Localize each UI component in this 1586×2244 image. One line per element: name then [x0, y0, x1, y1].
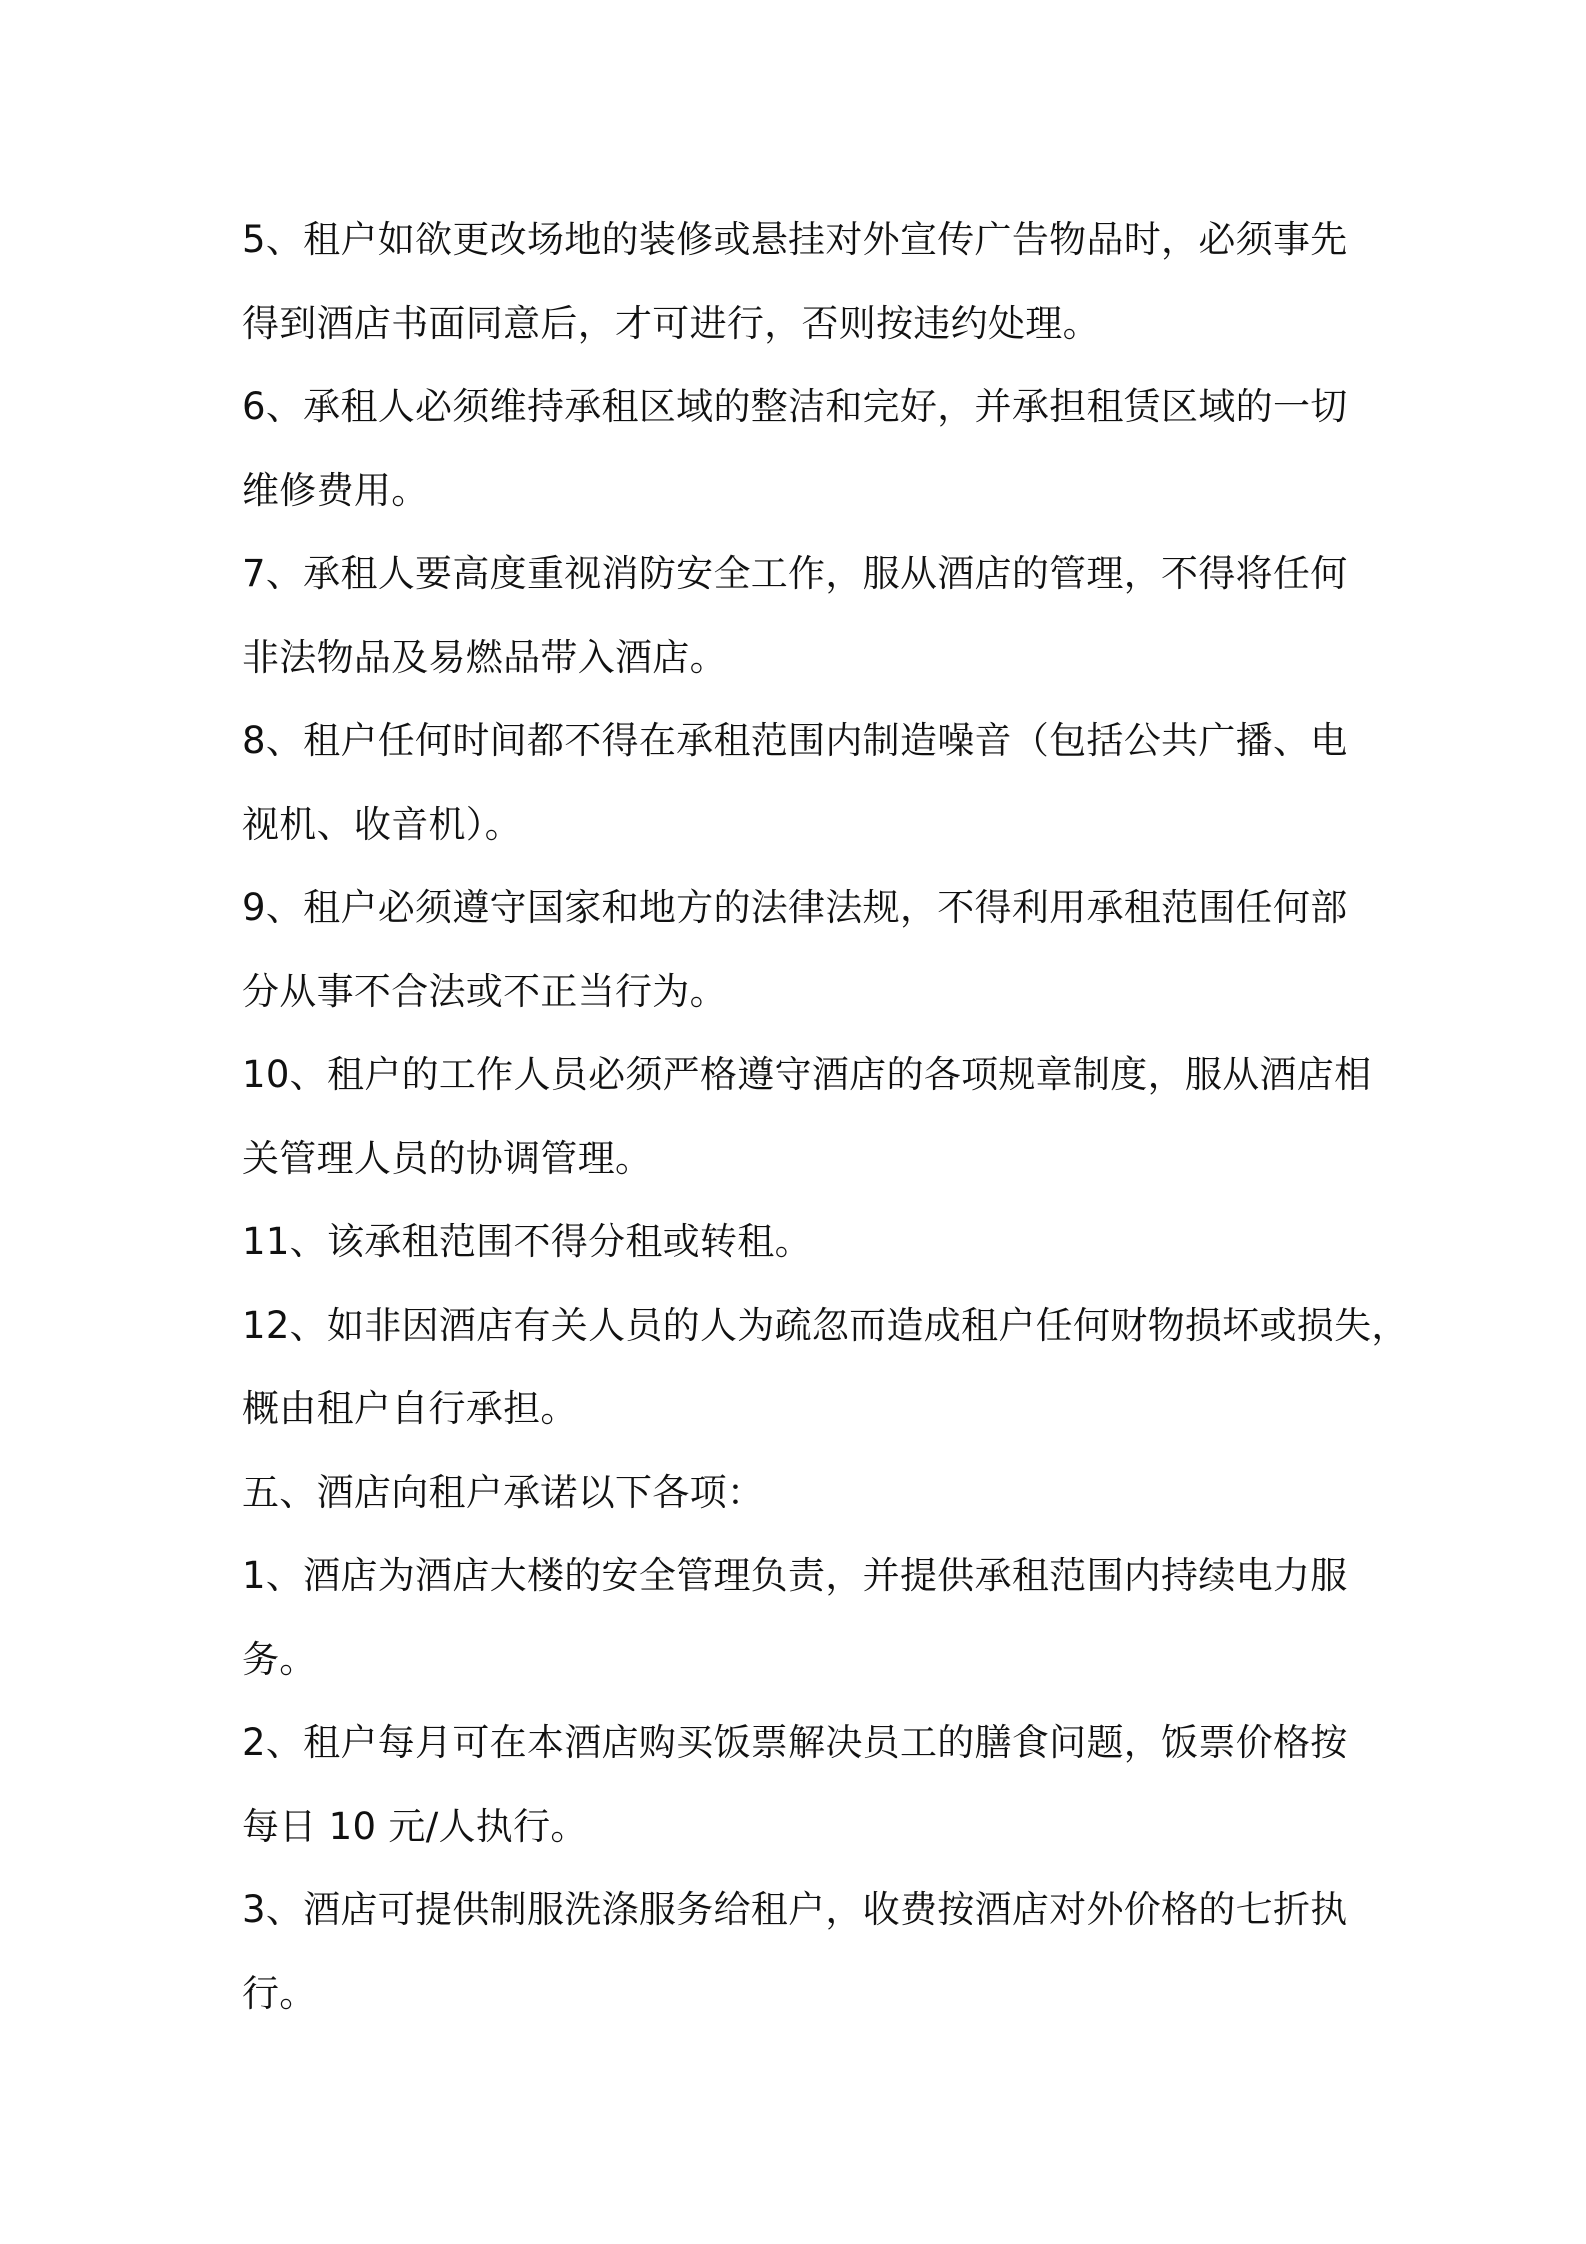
clause-12-line-2: 概由租户自行承担。: [242, 1387, 578, 1430]
clause-10-line-2: 关管理人员的协调管理。: [242, 1136, 653, 1180]
commitment-3-line-2: 行。: [242, 1971, 317, 2015]
clause-11-line-1: 11、该承租范围不得分租或转租。: [242, 1220, 812, 1263]
commitment-2-line-1: 2、租户每月可在本酒店购买饭票解决员工的膳食问题，饭票价格按: [242, 1721, 1348, 1764]
clause-10-line-1: 10、租户的工作人员必须严格遵守酒店的各项规章制度，服从酒店相: [242, 1053, 1372, 1096]
clause-6-line-1: 6、承租人必须维持承租区域的整洁和完好，并承担租赁区域的一切: [242, 385, 1348, 428]
commitment-3-line-1: 3、酒店可提供制服洗涤服务给租户，收费按酒店对外价格的七折执: [242, 1888, 1348, 1931]
commitment-1-line-2: 务。: [242, 1637, 317, 1681]
clause-9-line-2: 分从事不合法或不正当行为。: [242, 969, 727, 1013]
clause-12-line-1: 12、如非因酒店有关人员的人为疏忽而造成租户任何财物损坏或损失，: [242, 1303, 1409, 1347]
clause-9-line-1: 9、租户必须遵守国家和地方的法律法规，不得利用承租范围任何部: [242, 886, 1348, 929]
clause-5-line-2: 得到酒店书面同意后，才可进行，否则按违约处理。: [242, 301, 1100, 345]
clause-5-line-1: 5、租户如欲更改场地的装修或悬挂对外宣传广告物品时，必须事先: [242, 218, 1348, 261]
clause-7-line-2: 非法物品及易燃品带入酒店。: [242, 635, 727, 679]
commitment-1-line-1: 1、酒店为酒店大楼的安全管理负责，并提供承租范围内持续电力服: [242, 1554, 1348, 1597]
clause-8-line-1: 8、租户任何时间都不得在承租范围内制造噪音（包括公共广播、电: [242, 719, 1348, 762]
document-body: [242, 198, 1409, 2035]
clause-6-line-2: 维修费用。: [242, 468, 429, 512]
clause-7-line-1: 7、承租人要高度重视消防安全工作，服从酒店的管理，不得将任何: [242, 552, 1348, 595]
section-heading: 五、酒店向租户承诺以下各项：: [242, 1470, 765, 1514]
clause-8-line-2: 视机、收音机）。: [242, 802, 522, 846]
commitment-2-line-2: 每日 10 元/人执行。: [242, 1804, 588, 1848]
